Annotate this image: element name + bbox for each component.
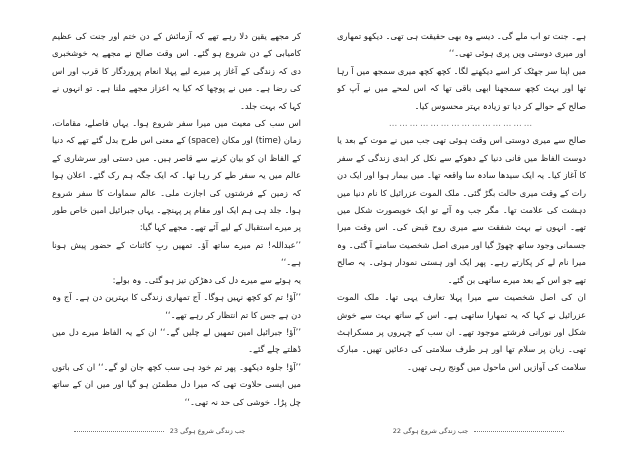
- footer-rule: [474, 431, 564, 432]
- paragraph: ’’آؤ! جلوہ دیکھو۔ پھر تم خود ہی سب کچھ جان لو گے۔‘‘ ان کی باتوں میں ایسی حلاوت تھی کہ میرا دل مطمئن ہو گیا اور میں ان کے ساتھ چل پڑا۔ خوشی کی حد نہ تھی۔‘‘: [52, 361, 301, 407]
- footer-label: جب زندگی شروع ہوگی 22: [392, 427, 469, 435]
- paragraph: ہے۔ جنت تو اب ملے گی۔ دیسے وہ بھی حقیقت ہی تھی۔ دیکھو تمھاری اور میری دوستی ویں پری ہوئی تھی۔‘‘: [337, 31, 586, 59]
- paragraph: ان کی اصل شخصیت سے میرا پہلا تعارف یہی تھا۔ ملک الموت عزرائیل نے کہا کہ یہ تمھارا ساتھی ہے۔ اس کے ساتھ بہت سے خوش شکل اور نورانی فرشتے موجود تھے۔ ان سب کے چہروں پر مسکراہٹ تھی۔ زبان پر سلام تھا اور ہر طرف سلامتی کی دعائیں تھیں۔ مبارک سلامت کی آوازیں اس ماحول میں گونج رہی تھیں۔: [337, 292, 586, 372]
- right-page: [319, 0, 638, 451]
- paragraph: کر مجھے یقین دلا رہے تھے کہ آزمائش کے دن ختم اور جنت کی عظیم کامیابی کے دن شروع ہو گئے۔ اس وقت صالح نے مجھے یہ خوشخبری دی کہ زندگی کے آغاز پر میرے لیے پہلا انعام پروردگار کا قرب اور اس کی رضا ہے۔ میں نے پوچھا کہ کیا یہ اعزاز مجھے ملنا ہے۔ تو انہوں نے کہا کہ بہت جلد۔: [52, 31, 301, 111]
- left-page-footer: [0, 427, 319, 435]
- paragraph: یہ ہوئے سے میرے دل کی دھڑکن تیز ہو گئی۔ وہ بولے:: [112, 274, 301, 285]
- paragraph: صالح سے میری دوستی اس وقت ہوئی تھی جب میں نے موت کے بعد یا دوست الفاظ میں فانی دنیا کے دھوکے سے نکل کر ابدی زندگی کے سفر کا آغاز کیا۔ یہ ایک سیدھا سادہ سا واقعہ تھا۔ میں بیمار ہوا اور ایک دن رات کے وقت میری حالت بگڑ گئی۔ ملک الموت عزرائیل کا نام دنیا میں دہشت کی علامت تھا۔ مگر جب وہ آئے تو ایک خوبصورت شکل میں تھے۔ انہوں نے بہت شفقت سے میری روح قبض کی۔ اس وقت میرا جسمانی وجود ساتھ چھوڑ گیا اور میری اصل شخصیت سامنے آ گئی۔ وہ میرا نام لے کر پکارتے رہے۔ پھر ایک اور ہستی نمودار ہوئی۔ یہ صالح تھے جو اس کے بعد میرے ساتھی بن گئے۔: [337, 135, 586, 285]
- paragraph: اس سب کی معیت میں میرا سفر شروع ہوا۔ یہاں فاصلے، مقامات، زمان (time) اور مکان (space) کے معنی اس طرح بدل گئے تھے کہ دنیا کے الفاظ ان کو بیان کرنے سے قاصر ہیں۔ میں دستی اور سرشاری کے عالم میں یہ سفر طے کر رہا تھا۔ کہ ایک جگہ ہم رک گئے۔ اعلان ہوا کہ زمین کے فرشتوں کی اجازت ملی۔ عالم سماوات کا سفر شروع ہوا۔ جلد ہی ہم ایک اور مقام پر پہنچے۔ یہاں جبرائیل امین خاص طور پر میرے استقبال کے لیے آئے تھے۔ مجھے کہا گیا:: [52, 118, 301, 233]
- paragraph: میں اپنا سر جھٹک کر اسے دیکھنے لگا۔ کچھ کچھ میری سمجھ میں آ رہا تھا اور بہت کچھ سمجھنا ابھی باقی تھا کہ اس لمحے میں نے آپ کو صالح کے حوالے کر دیا تو زیادہ بہتر محسوس کیا۔: [337, 65, 586, 111]
- left-page-text: [52, 28, 301, 420]
- section-separator: ……………………………………: [388, 118, 535, 129]
- paragraph: ’’آؤ! جبرائیل امین تمھیں لے چلیں گے۔‘‘ ان کے یہ الفاظ میرے دل میں ڈھلتے چلے گئے۔: [52, 326, 301, 355]
- paragraph: ’’آؤ! تم کو کچھ نہیں ہوگا۔ آج تمھاری زندگی کا بہترین دن ہے۔ آج وہ دن ہے جس کا تم انتظار کر رہے تھے۔‘‘: [52, 292, 301, 320]
- footer-rule: [74, 431, 164, 432]
- right-page-text: [337, 28, 586, 420]
- right-page-footer: [319, 427, 638, 435]
- paragraph: ’’عبداللہ! تم میرے ساتھ آؤ۔ تمھیں ربِ کائنات کے حضور پیش ہونا ہے۔‘‘: [52, 239, 301, 268]
- footer-label: جب زندگی شروع ہوگی 23: [169, 427, 246, 435]
